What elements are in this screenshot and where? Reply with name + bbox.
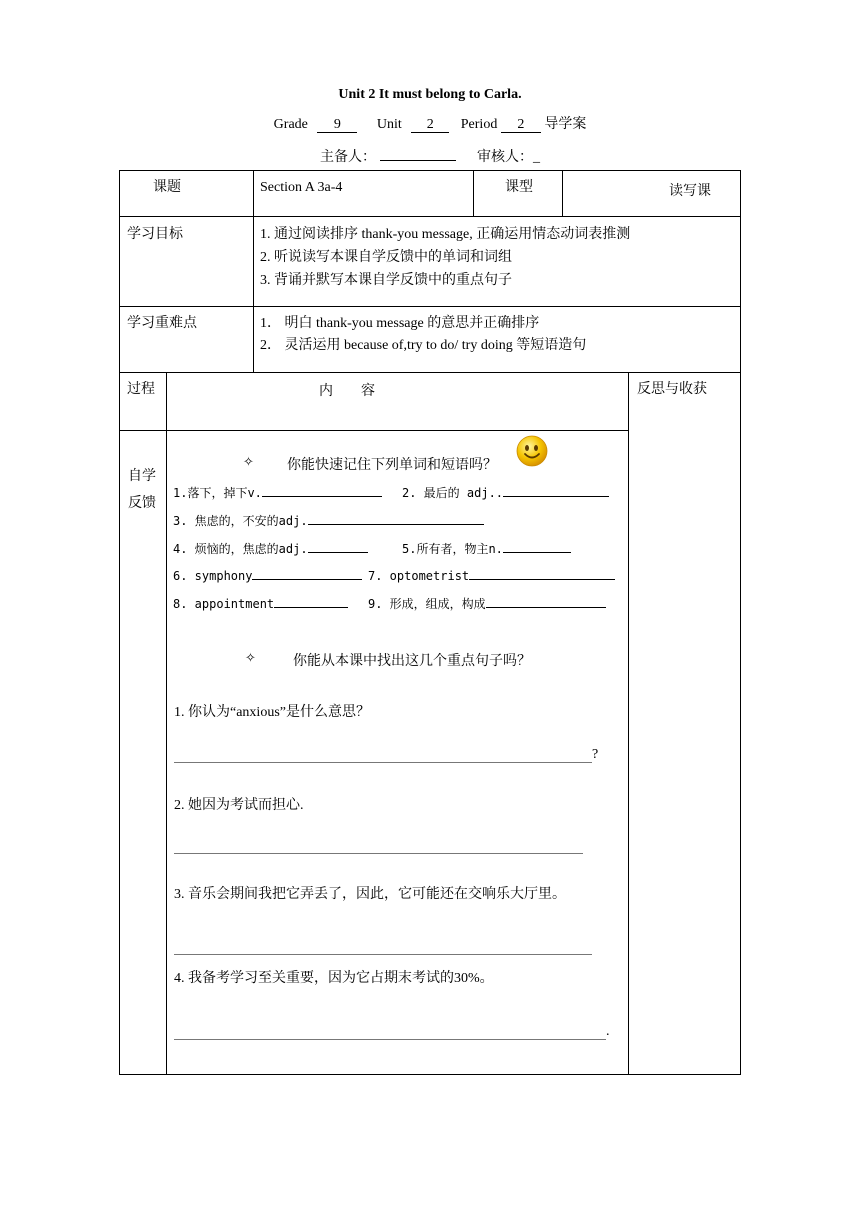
objective-item: 3. 背诵并默写本课自学反馈中的重点句子 <box>260 273 512 288</box>
answer-line <box>174 853 583 854</box>
sentence-item: 4. 我备考学习至关重要，因为它占期末考试的30%。 <box>174 971 494 986</box>
reviewer-label: 审核人：_ <box>477 150 540 165</box>
preparer-line <box>0 146 860 166</box>
sentence-item: 2. 她因为考试而担心. <box>174 798 304 813</box>
vocab-prompt: 你能快速记住下列单词和短语吗？ <box>287 458 497 473</box>
objective-item: 1. 通过阅读排序 thank-you message, 正确运用情态动词表推测 <box>260 227 631 242</box>
type-value: 读写课 <box>669 184 711 199</box>
unit-value: 2 <box>411 118 449 133</box>
vocab-item: 1.落下，掉下v. <box>173 484 382 501</box>
type-label: 课型 <box>505 180 533 195</box>
difficulty-item: 2． 灵活运用 because of,try to do/ try doing 等短语造句 <box>260 338 587 353</box>
answer-end-mark: . <box>606 1024 610 1039</box>
vocab-item: 9. 形成，组成，构成 <box>368 595 606 612</box>
document-title: Unit 2 It must belong to Carla. <box>338 87 522 102</box>
period-value: 2 <box>501 118 541 133</box>
vocab-item: 3. 焦虑的，不安的adj. <box>173 512 484 529</box>
vocab-item: 7. optometrist <box>368 567 615 583</box>
objectives-label: 学习目标 <box>127 227 183 242</box>
difficulty-item: 1． 明白 thank-you message 的意思并正确排序 <box>260 316 540 331</box>
content-label: 内 容 <box>319 384 375 399</box>
process-label: 过程 <box>127 382 155 397</box>
doc-type: 导学案 <box>544 117 587 132</box>
answer-line <box>174 954 592 955</box>
unit-label: Unit <box>376 117 402 132</box>
vocab-item: 6. symphony <box>173 567 362 583</box>
reflection-label: 反思与收获 <box>637 382 707 397</box>
self-study-label: 反馈 <box>128 496 156 511</box>
objective-item: 2. 听说读写本课自学反馈中的单词和词组 <box>260 250 512 265</box>
preparer-blank <box>380 160 456 161</box>
vocab-item: 2. 最后的 adj.. <box>402 484 609 501</box>
diamond-bullet: ✧ <box>245 651 256 666</box>
sentence-item: 1. 你认为“anxious”是什么意思？ <box>174 705 370 720</box>
preparer-label: 主备人： <box>320 150 376 165</box>
topic-value: Section A 3a-4 <box>260 180 343 195</box>
grade-label: Grade <box>273 117 308 132</box>
grade-value: 9 <box>317 118 357 133</box>
vocab-item: 5.所有者，物主n. <box>402 540 571 557</box>
answer-line <box>174 1039 606 1040</box>
subtitle-line <box>0 113 860 133</box>
answer-end-mark: ? <box>592 747 599 762</box>
topic-label: 课题 <box>153 180 181 195</box>
vocab-item: 8. appointment <box>173 595 348 611</box>
diamond-bullet: ✧ <box>243 455 254 470</box>
smiley-icon <box>516 435 548 467</box>
difficulties-label: 学习重难点 <box>127 316 197 331</box>
answer-line <box>174 762 592 763</box>
sentence-prompt: 你能从本课中找出这几个重点句子吗？ <box>293 654 531 669</box>
self-study-label: 自学 <box>128 469 156 484</box>
sentence-item: 3. 音乐会期间我把它弄丢了，因此，它可能还在交响乐大厅里。 <box>174 887 566 902</box>
vocab-item: 4. 烦恼的，焦虑的adj. <box>173 540 368 557</box>
period-label: Period <box>460 117 498 132</box>
